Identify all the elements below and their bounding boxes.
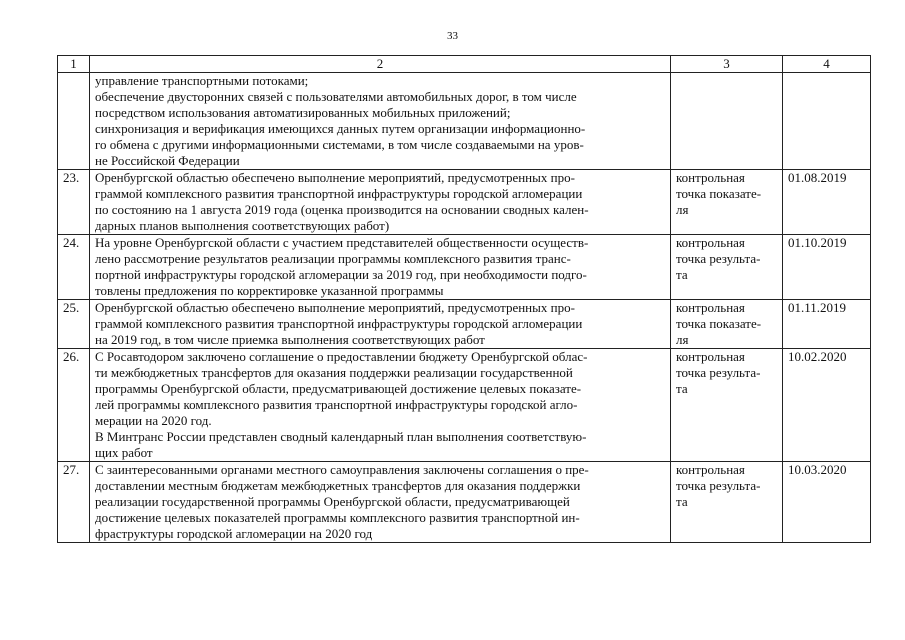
table-row [58, 300, 871, 349]
type-line: точка результа- [676, 478, 761, 493]
row-type [671, 349, 783, 462]
text-line: не Российской Федерации [95, 153, 240, 168]
text-line: управление транспортными потоками; [95, 73, 309, 88]
row-text [90, 300, 671, 349]
row-number: 26. [58, 349, 90, 462]
type-line: контрольная [676, 235, 745, 250]
text-line: фраструктуры городской агломерации на 2020 год [95, 526, 373, 541]
text-line: щих работ [95, 445, 153, 460]
header-col-4: 4 [783, 56, 871, 73]
type-line: контрольная [676, 170, 745, 185]
text-line: реализации государственной программы Оренбургской области, предусматривающей [95, 494, 570, 509]
text-line: Оренбургской областью обеспечено выполнение мероприятий, предусмотренных про- [95, 170, 575, 185]
row-date: 01.11.2019 [783, 300, 871, 349]
row-type [671, 170, 783, 235]
row-date: 01.10.2019 [783, 235, 871, 300]
row-number: 25. [58, 300, 90, 349]
text-line: посредством использования автоматизированных мобильных приложений; [95, 105, 511, 120]
header-row [58, 56, 871, 73]
text-line: доставлении местным бюджетам межбюджетных трансфертов для оказания поддержки [95, 478, 581, 493]
row-type [671, 73, 783, 170]
type-line: ля [676, 202, 689, 217]
row-number [58, 73, 90, 170]
text-line: граммой комплексного развития транспортной инфраструктуры городской агломерации [95, 316, 583, 331]
text-line: товлены предложения по корректировке указанной программы [95, 283, 444, 298]
text-line: ти межбюджетных трансфертов для оказания поддержки реализации государственной [95, 365, 573, 380]
table-row [58, 235, 871, 300]
measures-table [57, 55, 871, 543]
type-line: контрольная [676, 300, 745, 315]
text-line: достижение целевых показателей программы комплексного развития транспортной ин- [95, 510, 580, 525]
text-line: по состоянию на 1 августа 2019 года (оценка производится на основании сводных кален- [95, 202, 589, 217]
table-row [58, 73, 871, 170]
row-text [90, 349, 671, 462]
row-date: 01.08.2019 [783, 170, 871, 235]
type-line: точка результа- [676, 251, 761, 266]
type-line: точка результа- [676, 365, 761, 380]
type-line: та [676, 381, 688, 396]
text-line: лено рассмотрение результатов реализации программы комплексного развития транс- [95, 251, 571, 266]
row-number: 23. [58, 170, 90, 235]
row-date: 10.02.2020 [783, 349, 871, 462]
type-line: контрольная [676, 349, 745, 364]
row-number: 24. [58, 235, 90, 300]
text-line: синхронизация и верификация имеющихся данных путем организации информационно- [95, 121, 586, 136]
table-row [58, 170, 871, 235]
row-type [671, 235, 783, 300]
table-row [58, 349, 871, 462]
header-col-1: 1 [58, 56, 90, 73]
text-line: на 2019 год, в том числе приемка выполнения соответствующих работ [95, 332, 485, 347]
type-line: ля [676, 332, 689, 347]
text-line: мерации на 2020 год. [95, 413, 212, 428]
text-line: дарных планов выполнения соответствующих работ) [95, 218, 390, 233]
row-number: 27. [58, 462, 90, 543]
header-col-3: 3 [671, 56, 783, 73]
text-line: обеспечение двусторонних связей с пользователями автомобильных дорог, в том числе [95, 89, 577, 104]
row-text [90, 73, 671, 170]
row-text [90, 235, 671, 300]
row-type [671, 462, 783, 543]
type-line: точка показате- [676, 316, 762, 331]
table-row [58, 462, 871, 543]
row-date [783, 73, 871, 170]
text-line: Оренбургской областью обеспечено выполнение мероприятий, предусмотренных про- [95, 300, 575, 315]
row-text [90, 462, 671, 543]
text-line: В Минтранс России представлен сводный календарный план выполнения соответствую- [95, 429, 587, 444]
type-line: та [676, 267, 688, 282]
type-line: контрольная [676, 462, 745, 477]
text-line: го обмена с другими информационными системами, в том числе создаваемыми на уров- [95, 137, 584, 152]
header-col-2: 2 [90, 56, 671, 73]
page-number: 33 [447, 30, 458, 42]
text-line: На уровне Оренбургской области с участием представителей общественности осуществ- [95, 235, 589, 250]
text-line: С заинтересованными органами местного самоуправления заключены соглашения о пре- [95, 462, 589, 477]
text-line: граммой комплексного развития транспортной инфраструктуры городской агломерации [95, 186, 583, 201]
text-line: С Росавтодором заключено соглашение о предоставлении бюджету Оренбургской облас- [95, 349, 588, 364]
row-type [671, 300, 783, 349]
type-line: точка показате- [676, 186, 762, 201]
text-line: программы Оренбургской области, предусматривающей достижение целевых показате- [95, 381, 582, 396]
row-date: 10.03.2020 [783, 462, 871, 543]
type-line: та [676, 494, 688, 509]
row-text [90, 170, 671, 235]
text-line: лей программы комплексного развития транспортной инфраструктуры городской агло- [95, 397, 578, 412]
text-line: портной инфраструктуры городской агломерации за 2019 год, при необходимости подго- [95, 267, 587, 282]
